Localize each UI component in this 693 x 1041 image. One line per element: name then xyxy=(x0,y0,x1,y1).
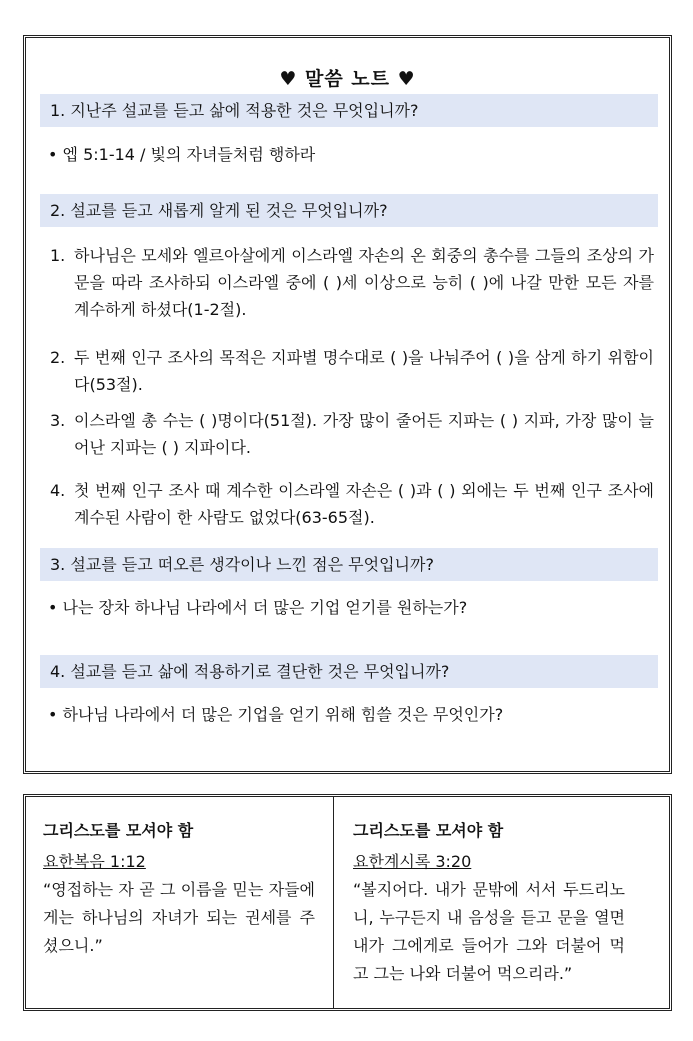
note-title: ♥ 말씀 노트 ♥ xyxy=(279,68,416,90)
item-number: 3. xyxy=(50,411,66,430)
fill-in-item-1 xyxy=(50,242,654,323)
answer-3: • 나는 장차 하나님 나라에서 더 많은 기업 얻기를 원하는가? xyxy=(48,598,468,617)
item-text: 하나님은 모세와 엘르아살에게 이스라엘 자손의 온 회중의 총수를 그들의 조상의 가문을 따라 조사하되 이스라엘 중에 ( )세 이상으로 능히 ( )에 나갈 만한 모든 자를 계수하게 하셨다(1-2절). xyxy=(74,246,654,319)
answer-1: • 엡 5:1-14 / 빛의 자녀들처럼 행하라 xyxy=(48,145,316,164)
verse-heading: 그리스도를 모셔야 함 xyxy=(353,821,504,840)
verse-reference: 요한계시록 3:20 xyxy=(353,852,472,871)
sermon-note-box xyxy=(23,35,672,774)
verse-quote: “영접하는 자 곧 그 이름을 믿는 자들에게는 하나님의 자녀가 되는 권세를 주셨으니.” xyxy=(43,880,315,955)
item-number: 1. xyxy=(50,246,66,265)
question-1-bar: 1. 지난주 설교를 듣고 삶에 적용한 것은 무엇입니까? xyxy=(40,94,658,127)
verse-heading: 그리스도를 모셔야 함 xyxy=(43,821,194,840)
question-4-bar: 4. 설교를 듣고 삶에 적용하기로 결단한 것은 무엇입니까? xyxy=(40,655,658,688)
item-number: 4. xyxy=(50,481,66,500)
fill-in-item-4 xyxy=(50,477,654,531)
fill-in-item-2 xyxy=(50,344,654,398)
verse-right xyxy=(353,817,625,988)
fill-in-item-3 xyxy=(50,407,654,461)
question-2-bar: 2. 설교를 듣고 새롭게 알게 된 것은 무엇입니까? xyxy=(40,194,658,227)
item-text: 두 번째 인구 조사의 목적은 지파별 명수대로 ( )을 나눠주어 ( )을 삼게 하기 위함이다(53절). xyxy=(74,348,654,394)
verse-reference: 요한복음 1:12 xyxy=(43,852,146,871)
item-text: 이스라엘 총 수는 ( )명이다(51절). 가장 많이 줄어든 지파는 ( ) 지파, 가장 많이 늘어난 지파는 ( ) 지파이다. xyxy=(74,411,654,457)
question-3-bar: 3. 설교를 듣고 떠오른 생각이나 느낀 점은 무엇입니까? xyxy=(40,548,658,581)
verse-left xyxy=(43,817,315,960)
answer-4: • 하나님 나라에서 더 많은 기업을 얻기 위해 힘쓸 것은 무엇인가? xyxy=(48,705,504,724)
column-divider xyxy=(333,797,334,1008)
item-number: 2. xyxy=(50,348,66,367)
item-text: 첫 번째 인구 조사 때 계수한 이스라엘 자손은 ( )과 ( ) 외에는 두 번째 인구 조사에 계수된 사람이 한 사람도 없었다(63-65절). xyxy=(74,481,654,527)
verse-box xyxy=(23,794,672,1011)
verse-quote: “볼지어다. 내가 문밖에 서서 두드리노니, 누구든지 내 음성을 듣고 문을 열면 내가 그에게로 들어가 그와 더불어 먹고 그는 나와 더불어 먹으리라.” xyxy=(353,880,625,983)
